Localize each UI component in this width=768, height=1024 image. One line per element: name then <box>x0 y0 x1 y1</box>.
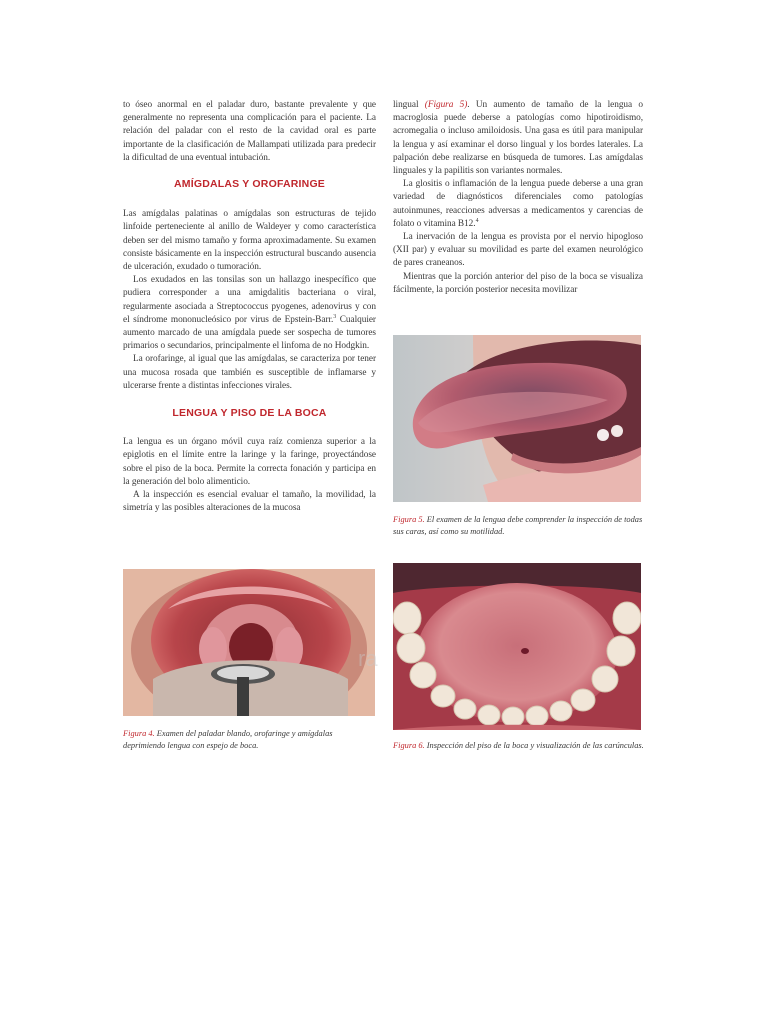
figure-4-caption <box>123 728 376 753</box>
paragraph-amigdalas-intro: Las amígdalas palatinas o amígdalas son estructuras de tejido linfoide perteneciente al anillo de Waldeyer y como característica deben ser del mismo tamaño y forma aproximadamente. Su examen consiste básicamente en la inspección estructural buscando ausencia de ulceración, exudado o tumoración. <box>123 209 376 273</box>
paragraph-lingual <box>393 99 643 178</box>
figure-6-label: Figura 6. <box>393 741 425 750</box>
paragraph-exudados <box>123 274 376 353</box>
exudados-text-a: Los exudados en las tonsilas son un hallazgo inespecífico que pudiera corresponder a una amigdalitis bacteriana o viral, regularmente asociada a Streptococcus pyogenes, adenovirus y con el síndrome mononucleósico por virus de Epstein-Barr. <box>123 275 376 325</box>
figure-6-caption-text: Inspección del piso de la boca y visualización de las carúnculas. <box>424 741 644 750</box>
section-heading-lengua: LENGUA Y PISO DE LA BOCA <box>172 407 327 420</box>
paragraph-piso-boca: Mientras que la porción anterior del piso de la boca se visualiza fácilmente, la porción posterior necesita movilizar <box>393 271 643 295</box>
reference-3: 3 <box>333 313 337 320</box>
figure-5-reference-link[interactable]: (Figura 5) <box>424 100 468 110</box>
reference-4: 4 <box>475 217 479 224</box>
paragraph-paladar-end: to óseo anormal en el paladar duro, bastante prevalente y que generalmente no representa una complicación para el paciente. La relación del paladar con el resto de la cavidad oral es parte importante de la clasificación de Mallampati utilizada para predecir la dificultad de una eventual intubación. <box>123 100 376 163</box>
watermark: ra <box>358 646 378 671</box>
lingual-text-b: . Un aumento de tamaño de la lengua o macroglosia puede deberse a patologías como hipotiroidismo, acromegalia o incluso amiloidosis. Una gasa es útil para manipular la lengua y así examinar el dorso lingual y los bordes laterales. La palpación debe realizarse en búsqueda de tumores. Las amígdalas linguales y la papilitis son variantes normales. <box>393 100 643 177</box>
right-text-column <box>393 99 643 297</box>
figure-5-caption <box>393 514 643 539</box>
figure-4-throat-photo <box>123 569 375 716</box>
oropharynx-illustration <box>123 569 375 716</box>
figure-4-label: Figura 4. <box>123 729 155 738</box>
paragraph-inspeccion: A la inspección es esencial evaluar el tamaño, la movilidad, la simetría y las posibles alteraciones de la mucosa <box>123 490 376 514</box>
exudados-text-b: Cualquier aumento marcado de una amígdala puede ser sospecha de tumores primarios o secundarios, principalmente el linfoma de no Hodgkin. <box>123 314 376 352</box>
lingual-text-a: lingual <box>393 100 425 110</box>
paragraph-glositis <box>393 178 643 231</box>
glositis-text: La glositis o inflamación de la lengua puede deberse a una gran variedad de diagnósticos diferenciales como patologías autoinmunes, reacciones adversas a medicamentos y carencias de folato o vitamina B12. <box>393 179 643 229</box>
paragraph-lengua-intro: La lengua es un órgano móvil cuya raíz comienza superior a la epiglotis en el límite entre la laringe y la faringe, proyectándose sobre el piso de la boca. Permite la correcta fonación y participa en la generación del bolo alimenticio. <box>123 437 376 487</box>
figure-5-caption-text: El examen de la lengua debe comprender la inspección de todas sus caras, así como su motilidad. <box>393 515 643 537</box>
paragraph-orofaringe: La orofaringe, al igual que las amígdalas, se caracteriza por tener una mucosa rosada que también es susceptible de inflamarse y ulcerarse frente a distintas infecciones virales. <box>123 354 376 391</box>
left-text-column <box>123 99 376 515</box>
tongue-illustration <box>393 335 641 502</box>
figure-4-caption-text: Examen del paladar blando, orofaringe y amígdalas deprimiendo lengua con espejo de boca. <box>123 729 333 751</box>
figure-6-floor-of-mouth-photo <box>393 563 641 730</box>
section-heading-amigdalas: AMÍGDALAS Y OROFARINGE <box>173 178 326 191</box>
figure-5-tongue-photo <box>393 335 641 502</box>
figure-5-label: Figura 5. <box>393 515 425 524</box>
mouth-floor-illustration <box>393 563 641 730</box>
paragraph-inervacion: La inervación de la lengua es provista por el nervio hipogloso (XII par) y evaluar su movilidad es parte del examen neurológico de pares craneanos. <box>393 232 643 269</box>
figure-6-caption <box>393 740 648 752</box>
